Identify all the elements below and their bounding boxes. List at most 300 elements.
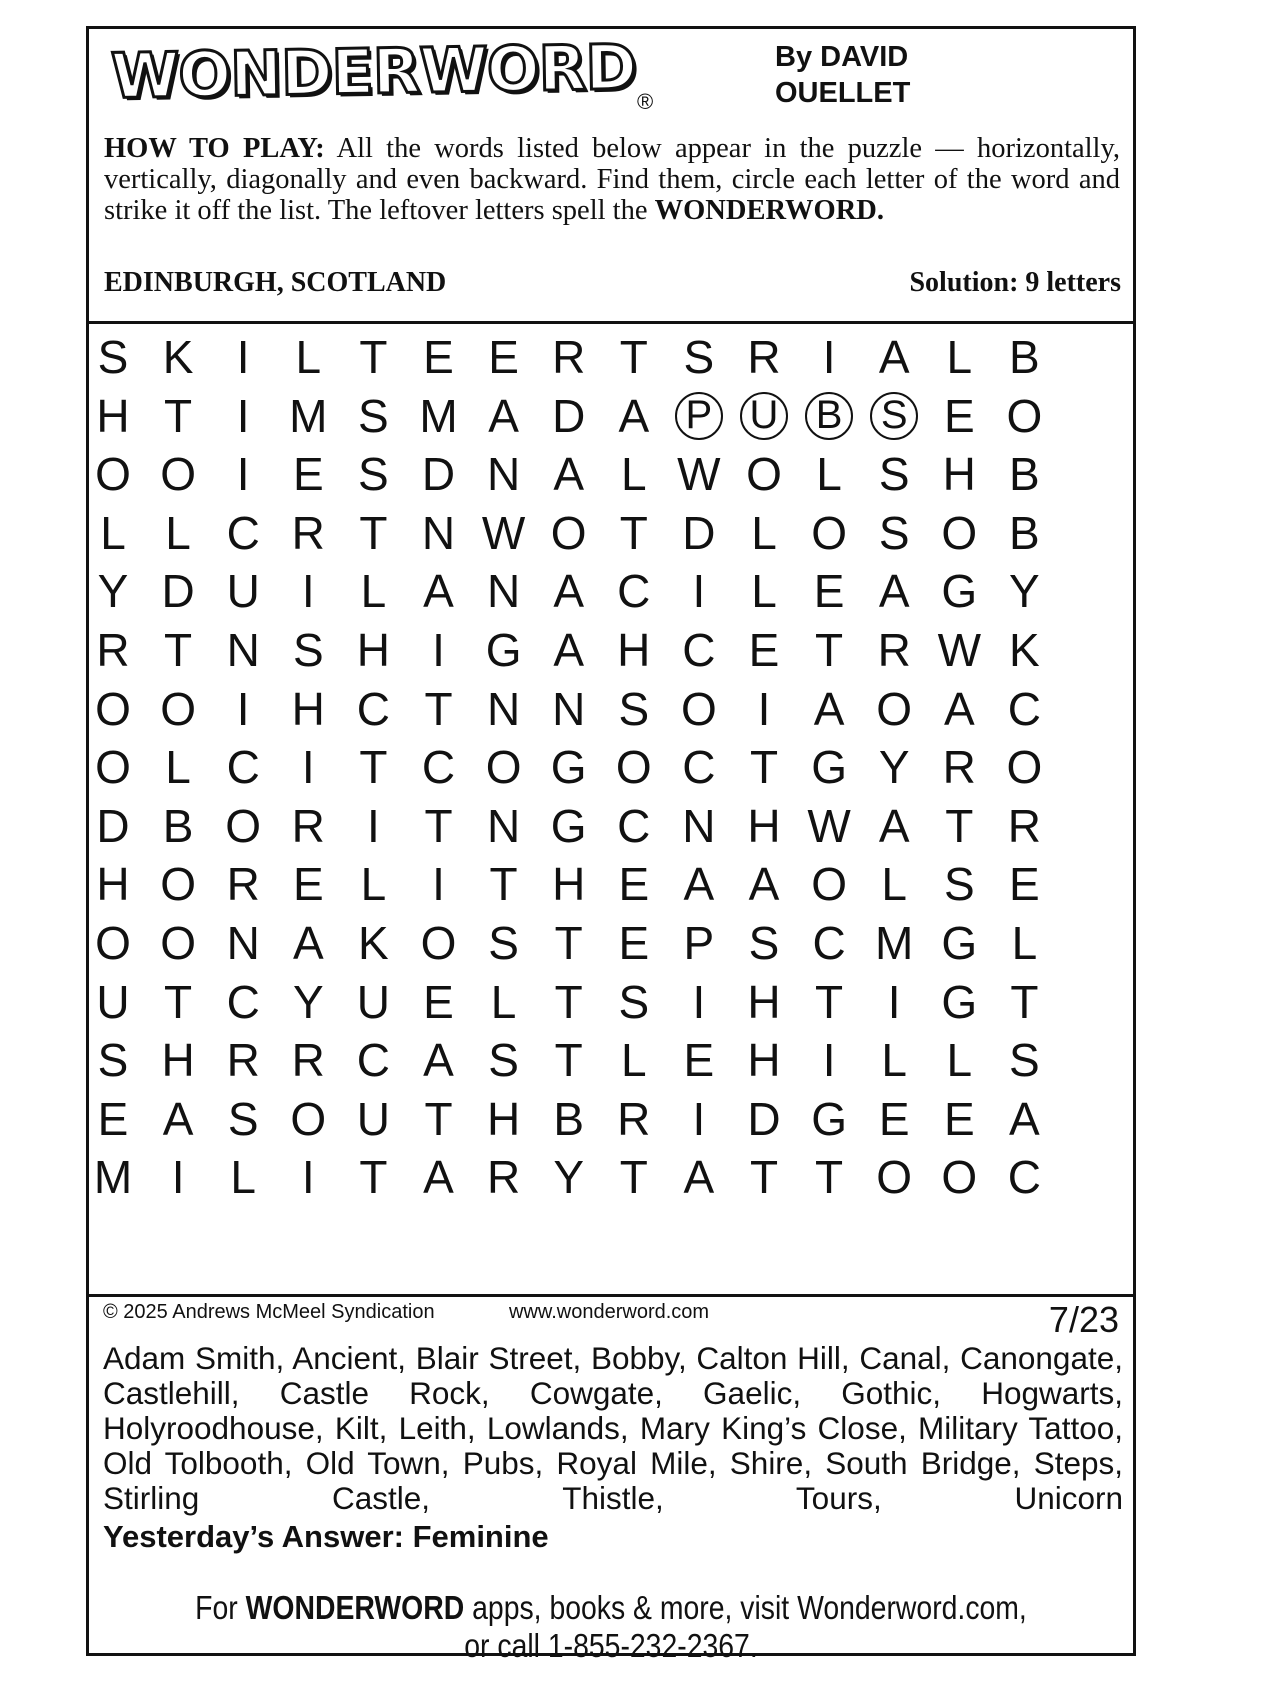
grid-cell[interactable] (799, 913, 859, 973)
grid-letter: K (162, 331, 194, 383)
grid-letter: S (1009, 1034, 1040, 1087)
grid-cell[interactable] (213, 327, 273, 387)
grid-cell[interactable] (409, 1147, 469, 1207)
grid-cell[interactable] (994, 1030, 1054, 1090)
byline (775, 39, 975, 111)
grid-letter: O (1006, 741, 1043, 794)
grid-cell[interactable] (278, 1030, 338, 1090)
grid-cell[interactable] (278, 913, 338, 973)
grid-cell[interactable] (929, 854, 989, 914)
grid-cell[interactable] (148, 503, 208, 563)
grid-cell[interactable] (409, 620, 469, 680)
grid-cell[interactable] (409, 913, 469, 973)
grid-cell[interactable] (734, 1089, 794, 1149)
grid-cell[interactable] (474, 386, 534, 446)
grid-cell[interactable] (604, 679, 664, 739)
grid-letter: T (554, 1034, 583, 1087)
how-to-play-text: All the words listed below appear in the puzzle — horizontally, vertically, diagonally and even backward. Find them, circle each letter of the word and strike it off the list. The leftover letters spell the (104, 133, 1120, 226)
grid-cell[interactable] (994, 620, 1054, 680)
grid-cell[interactable] (148, 796, 208, 856)
grid-cell[interactable] (539, 620, 599, 680)
grid-cell[interactable] (799, 327, 859, 387)
grid-cell[interactable] (213, 444, 273, 504)
grid-letter: B (553, 1092, 585, 1145)
grid-cell[interactable] (604, 972, 664, 1032)
grid-letter: N (682, 799, 716, 852)
grid-letter: I (301, 565, 315, 618)
grid-cell[interactable] (864, 854, 924, 914)
grid-cell[interactable] (409, 327, 469, 387)
grid-letter: T (554, 975, 583, 1028)
grid-cell[interactable] (474, 1030, 534, 1090)
grid-letter: W (937, 624, 981, 676)
grid-cell[interactable] (474, 620, 534, 680)
grid-cell[interactable] (799, 737, 859, 797)
grid-cell[interactable] (213, 503, 273, 563)
grid-cell[interactable] (474, 913, 534, 973)
grid-cell[interactable] (734, 1147, 794, 1207)
grid-cell[interactable] (929, 1147, 989, 1207)
grid-cell[interactable] (409, 386, 469, 446)
grid-cell[interactable] (213, 1147, 273, 1207)
grid-cell[interactable] (604, 503, 664, 563)
grid-cell[interactable] (929, 1089, 989, 1149)
grid-cell[interactable] (604, 1147, 664, 1207)
grid-letter: T (619, 1151, 648, 1204)
grid-cell[interactable] (799, 679, 859, 739)
grid-cell[interactable] (669, 620, 729, 680)
grid-cell[interactable] (994, 327, 1054, 387)
grid-cell[interactable] (669, 1089, 729, 1149)
grid-letter: H (486, 1092, 521, 1145)
grid-cell[interactable] (148, 913, 208, 973)
grid-cell[interactable] (148, 972, 208, 1032)
grid-cell[interactable] (799, 1089, 859, 1149)
grid-cell[interactable] (669, 737, 729, 797)
grid-cell[interactable] (343, 737, 403, 797)
grid-letter: E (97, 1092, 129, 1145)
grid-cell[interactable] (864, 913, 924, 973)
grid-cell[interactable] (994, 444, 1054, 504)
grid-letter: O (160, 917, 196, 969)
grid-cell[interactable] (669, 854, 729, 914)
grid-cell[interactable] (604, 913, 664, 973)
grid-cell[interactable] (929, 620, 989, 680)
grid-cell[interactable] (213, 854, 273, 914)
grid-cell[interactable] (343, 796, 403, 856)
grid-cell[interactable] (278, 796, 338, 856)
grid-letter: A (878, 565, 910, 618)
grid-cell[interactable] (929, 679, 989, 739)
grid-cell[interactable] (734, 386, 794, 446)
grid-cell[interactable] (734, 679, 794, 739)
grid-cell[interactable] (409, 444, 469, 504)
grid-cell[interactable] (799, 386, 859, 446)
grid-cell[interactable] (994, 913, 1054, 973)
grid-cell[interactable] (539, 679, 599, 739)
grid-cell[interactable] (604, 1089, 664, 1149)
grid-cell[interactable] (799, 444, 859, 504)
grid-letter: A (553, 565, 585, 618)
promo-text (162, 1589, 1060, 1665)
grid-cell[interactable] (604, 327, 664, 387)
grid-cell[interactable] (343, 913, 403, 973)
grid-cell[interactable] (734, 503, 794, 563)
grid-cell[interactable] (539, 561, 599, 621)
grid-letter: S (880, 393, 908, 438)
grid-cell[interactable] (864, 1030, 924, 1090)
grid-letter: H (291, 682, 325, 735)
grid-letter: O (225, 799, 262, 852)
grid-cell[interactable] (799, 972, 859, 1032)
grid-cell[interactable] (669, 386, 729, 446)
grid-cell[interactable] (669, 796, 729, 856)
grid-cell[interactable] (409, 1089, 469, 1149)
grid-cell[interactable] (929, 503, 989, 563)
grid-cell[interactable] (539, 1089, 599, 1149)
grid-letter: O (95, 741, 131, 794)
grid-cell[interactable] (929, 796, 989, 856)
grid-cell[interactable] (409, 503, 469, 563)
grid-cell[interactable] (539, 796, 599, 856)
grid-cell[interactable] (278, 1089, 338, 1149)
grid-letter: A (423, 1034, 454, 1087)
grid-cell[interactable] (929, 386, 989, 446)
grid-cell[interactable] (799, 1030, 859, 1090)
grid-cell[interactable] (83, 737, 143, 797)
grid-letter: L (751, 565, 777, 618)
grid-cell[interactable] (474, 1147, 534, 1207)
grid-cell[interactable] (343, 503, 403, 563)
grid-cell[interactable] (864, 620, 924, 680)
grid-cell[interactable] (409, 854, 469, 914)
grid-letter: C (812, 917, 846, 969)
grid-cell[interactable] (669, 1147, 729, 1207)
grid-letter: N (421, 506, 456, 559)
grid-cell[interactable] (799, 854, 859, 914)
grid-cell[interactable] (409, 737, 469, 797)
grid-cell[interactable] (799, 503, 859, 563)
grid-cell[interactable] (409, 679, 469, 739)
grid-letter: N (486, 448, 521, 501)
grid-cell[interactable] (799, 561, 859, 621)
grid-cell[interactable] (213, 1030, 273, 1090)
grid-cell[interactable] (994, 1147, 1054, 1207)
grid-letter: M (289, 389, 328, 442)
grid-letter: C (356, 682, 390, 735)
grid-letter: D (96, 799, 130, 852)
grid-cell[interactable] (474, 1089, 534, 1149)
grid-cell[interactable] (474, 327, 534, 387)
grid-letter: G (485, 624, 522, 676)
grid-cell[interactable] (213, 796, 273, 856)
how-to-play (104, 133, 1120, 226)
grid-cell[interactable] (994, 561, 1054, 621)
grid-letter: T (164, 624, 193, 676)
grid-letter: N (226, 624, 260, 676)
grid-cell[interactable] (604, 796, 664, 856)
grid-cell[interactable] (604, 386, 664, 446)
grid-letter: U (356, 975, 390, 1028)
grid-cell[interactable] (148, 1030, 208, 1090)
grid-cell[interactable] (734, 972, 794, 1032)
grid-cell[interactable] (929, 561, 989, 621)
puzzle-panel (86, 26, 1136, 1664)
grid-cell[interactable] (669, 444, 729, 504)
grid-cell[interactable] (539, 854, 599, 914)
grid-letter: T (749, 1151, 779, 1204)
grid-cell[interactable] (409, 1030, 469, 1090)
grid-cell[interactable] (994, 1089, 1054, 1149)
grid-letter: L (881, 858, 907, 911)
grid-letter: T (749, 741, 779, 794)
grid-cell[interactable] (148, 327, 208, 387)
grid-cell[interactable] (83, 327, 143, 387)
grid-letter: T (815, 624, 844, 676)
grid-cell[interactable] (604, 854, 664, 914)
grid-cell[interactable] (83, 679, 143, 739)
grid-letter: C (682, 741, 716, 794)
grid-cell[interactable] (864, 561, 924, 621)
grid-cell[interactable] (474, 444, 534, 504)
grid-cell[interactable] (343, 972, 403, 1032)
grid-letter: L (621, 448, 647, 501)
grid-cell[interactable] (213, 679, 273, 739)
grid-cell[interactable] (83, 561, 143, 621)
promo-line-2: or call 1-855-232-2367. (464, 1627, 758, 1664)
grid-cell[interactable] (83, 503, 143, 563)
grid-cell[interactable] (474, 737, 534, 797)
byline-line-1: By DAVID (775, 41, 909, 73)
grid-cell[interactable] (148, 620, 208, 680)
grid-cell[interactable] (604, 561, 664, 621)
grid-cell[interactable] (669, 679, 729, 739)
grid-cell[interactable] (669, 972, 729, 1032)
grid-letter: H (96, 858, 130, 911)
grid-cell[interactable] (539, 327, 599, 387)
grid-cell[interactable] (929, 444, 989, 504)
grid-cell[interactable] (864, 737, 924, 797)
grid-cell[interactable] (148, 444, 208, 504)
grid-cell[interactable] (278, 854, 338, 914)
grid-cell[interactable] (83, 386, 143, 446)
grid-letter: E (618, 917, 650, 969)
grid-letter: A (943, 682, 975, 735)
grid-cell[interactable] (343, 1147, 403, 1207)
grid-cell[interactable] (669, 913, 729, 973)
grid-cell[interactable] (343, 444, 403, 504)
grid-cell[interactable] (83, 1030, 143, 1090)
grid-cell[interactable] (409, 796, 469, 856)
grid-cell[interactable] (343, 561, 403, 621)
grid-cell[interactable] (343, 386, 403, 446)
grid-cell[interactable] (669, 327, 729, 387)
grid-cell[interactable] (994, 854, 1054, 914)
grid-letter: R (291, 1034, 325, 1087)
grid-letter: A (748, 858, 780, 911)
grid-cell[interactable] (864, 327, 924, 387)
grid-cell[interactable] (734, 1030, 794, 1090)
grid-cell[interactable] (864, 972, 924, 1032)
grid-cell[interactable] (148, 679, 208, 739)
grid-letter: U (749, 393, 779, 438)
grid-letter: E (488, 331, 519, 383)
grid-cell[interactable] (994, 796, 1054, 856)
grid-letter: D (421, 448, 456, 501)
grid-cell[interactable] (474, 854, 534, 914)
grid-letter: H (942, 448, 976, 501)
grid-cell[interactable] (604, 620, 664, 680)
grid-cell[interactable] (994, 503, 1054, 563)
grid-cell[interactable] (734, 561, 794, 621)
grid-cell[interactable] (929, 1030, 989, 1090)
grid-cell[interactable] (83, 913, 143, 973)
grid-cell[interactable] (799, 796, 859, 856)
grid-cell[interactable] (148, 561, 208, 621)
grid-cell[interactable] (83, 444, 143, 504)
website-link[interactable]: www.wonderword.com (509, 1301, 710, 1323)
grid-cell[interactable] (539, 444, 599, 504)
grid-cell[interactable] (864, 444, 924, 504)
grid-cell[interactable] (83, 972, 143, 1032)
grid-cell[interactable] (864, 503, 924, 563)
grid-cell[interactable] (278, 620, 338, 680)
grid-cell[interactable] (343, 1089, 403, 1149)
grid-cell[interactable] (278, 386, 338, 446)
grid-cell[interactable] (148, 737, 208, 797)
grid-cell[interactable] (83, 854, 143, 914)
grid-cell[interactable] (409, 561, 469, 621)
grid-letter: S (488, 917, 519, 969)
grid-cell[interactable] (474, 503, 534, 563)
grid-cell[interactable] (799, 1147, 859, 1207)
grid-cell[interactable] (213, 972, 273, 1032)
grid-cell[interactable] (604, 1030, 664, 1090)
grid-letter: I (367, 799, 380, 852)
grid-letter: I (236, 389, 250, 442)
grid-letter: S (878, 506, 910, 559)
grid-cell[interactable] (734, 620, 794, 680)
grid-cell[interactable] (864, 796, 924, 856)
grid-cell[interactable] (278, 679, 338, 739)
grid-letter: C (356, 1034, 390, 1087)
grid-cell[interactable] (929, 972, 989, 1032)
grid-cell[interactable] (994, 737, 1054, 797)
grid-cell[interactable] (343, 854, 403, 914)
grid-cell[interactable] (929, 913, 989, 973)
grid-cell[interactable] (474, 972, 534, 1032)
grid-cell[interactable] (278, 444, 338, 504)
grid-letter: G (941, 917, 978, 969)
grid-cell[interactable] (669, 503, 729, 563)
grid-cell[interactable] (409, 972, 469, 1032)
grid-cell[interactable] (213, 386, 273, 446)
grid-cell[interactable] (474, 679, 534, 739)
grid-cell[interactable] (539, 1030, 599, 1090)
grid-cell[interactable] (669, 1030, 729, 1090)
grid-cell[interactable] (539, 503, 599, 563)
grid-cell[interactable] (539, 972, 599, 1032)
grid-cell[interactable] (539, 1147, 599, 1207)
grid-cell[interactable] (148, 386, 208, 446)
grid-cell[interactable] (213, 737, 273, 797)
grid-letter: C (617, 565, 651, 618)
grid-cell[interactable] (278, 327, 338, 387)
grid-cell[interactable] (864, 679, 924, 739)
grid-cell[interactable] (278, 503, 338, 563)
grid-cell[interactable] (734, 796, 794, 856)
grid-cell[interactable] (734, 737, 794, 797)
grid-letter: T (359, 1151, 388, 1204)
grid-cell[interactable] (929, 327, 989, 387)
grid-letter: H (96, 389, 130, 442)
grid-cell[interactable] (864, 386, 924, 446)
grid-cell[interactable] (278, 1147, 338, 1207)
grid-cell[interactable] (83, 796, 143, 856)
grid-cell[interactable] (278, 737, 338, 797)
grid-letter: E (683, 1034, 715, 1087)
grid-cell[interactable] (929, 737, 989, 797)
grid-cell[interactable] (343, 1030, 403, 1090)
grid-cell[interactable] (343, 327, 403, 387)
grid-cell[interactable] (994, 972, 1054, 1032)
grid-cell[interactable] (83, 620, 143, 680)
grid-cell[interactable] (864, 1089, 924, 1149)
grid-cell[interactable] (213, 1089, 273, 1149)
grid-cell[interactable] (734, 444, 794, 504)
grid-letter: T (945, 799, 974, 852)
grid-cell[interactable] (83, 1089, 143, 1149)
grid-cell[interactable] (148, 854, 208, 914)
grid-cell[interactable] (539, 386, 599, 446)
grid-letter: O (811, 506, 847, 559)
grid-cell[interactable] (474, 561, 534, 621)
grid-cell[interactable] (539, 913, 599, 973)
grid-letter: I (757, 682, 771, 735)
letter-grid[interactable] (89, 321, 1133, 1297)
grid-cell[interactable] (474, 796, 534, 856)
grid-letter: N (486, 565, 521, 618)
grid-cell[interactable] (604, 444, 664, 504)
grid-cell[interactable] (148, 1089, 208, 1149)
grid-cell[interactable] (734, 913, 794, 973)
grid-cell[interactable] (539, 737, 599, 797)
grid-cell[interactable] (994, 386, 1054, 446)
grid-cell[interactable] (148, 1147, 208, 1207)
grid-cell[interactable] (278, 561, 338, 621)
grid-letter: L (816, 448, 842, 501)
grid-cell[interactable] (994, 679, 1054, 739)
grid-cell[interactable] (83, 1147, 143, 1207)
grid-letter: S (358, 448, 389, 501)
grid-letter: A (488, 389, 519, 442)
grid-cell[interactable] (278, 972, 338, 1032)
grid-letter: S (358, 389, 389, 442)
grid-cell[interactable] (343, 679, 403, 739)
grid-cell[interactable] (669, 561, 729, 621)
grid-letter: T (619, 331, 648, 383)
grid-cell[interactable] (213, 913, 273, 973)
grid-cell[interactable] (213, 620, 273, 680)
grid-cell[interactable] (734, 327, 794, 387)
grid-cell[interactable] (604, 737, 664, 797)
grid-cell[interactable] (799, 620, 859, 680)
grid-cell[interactable] (734, 854, 794, 914)
grid-cell[interactable] (864, 1147, 924, 1207)
promo-prefix: For (195, 1589, 246, 1626)
grid-cell[interactable] (213, 561, 273, 621)
grid-cell[interactable] (343, 620, 403, 680)
